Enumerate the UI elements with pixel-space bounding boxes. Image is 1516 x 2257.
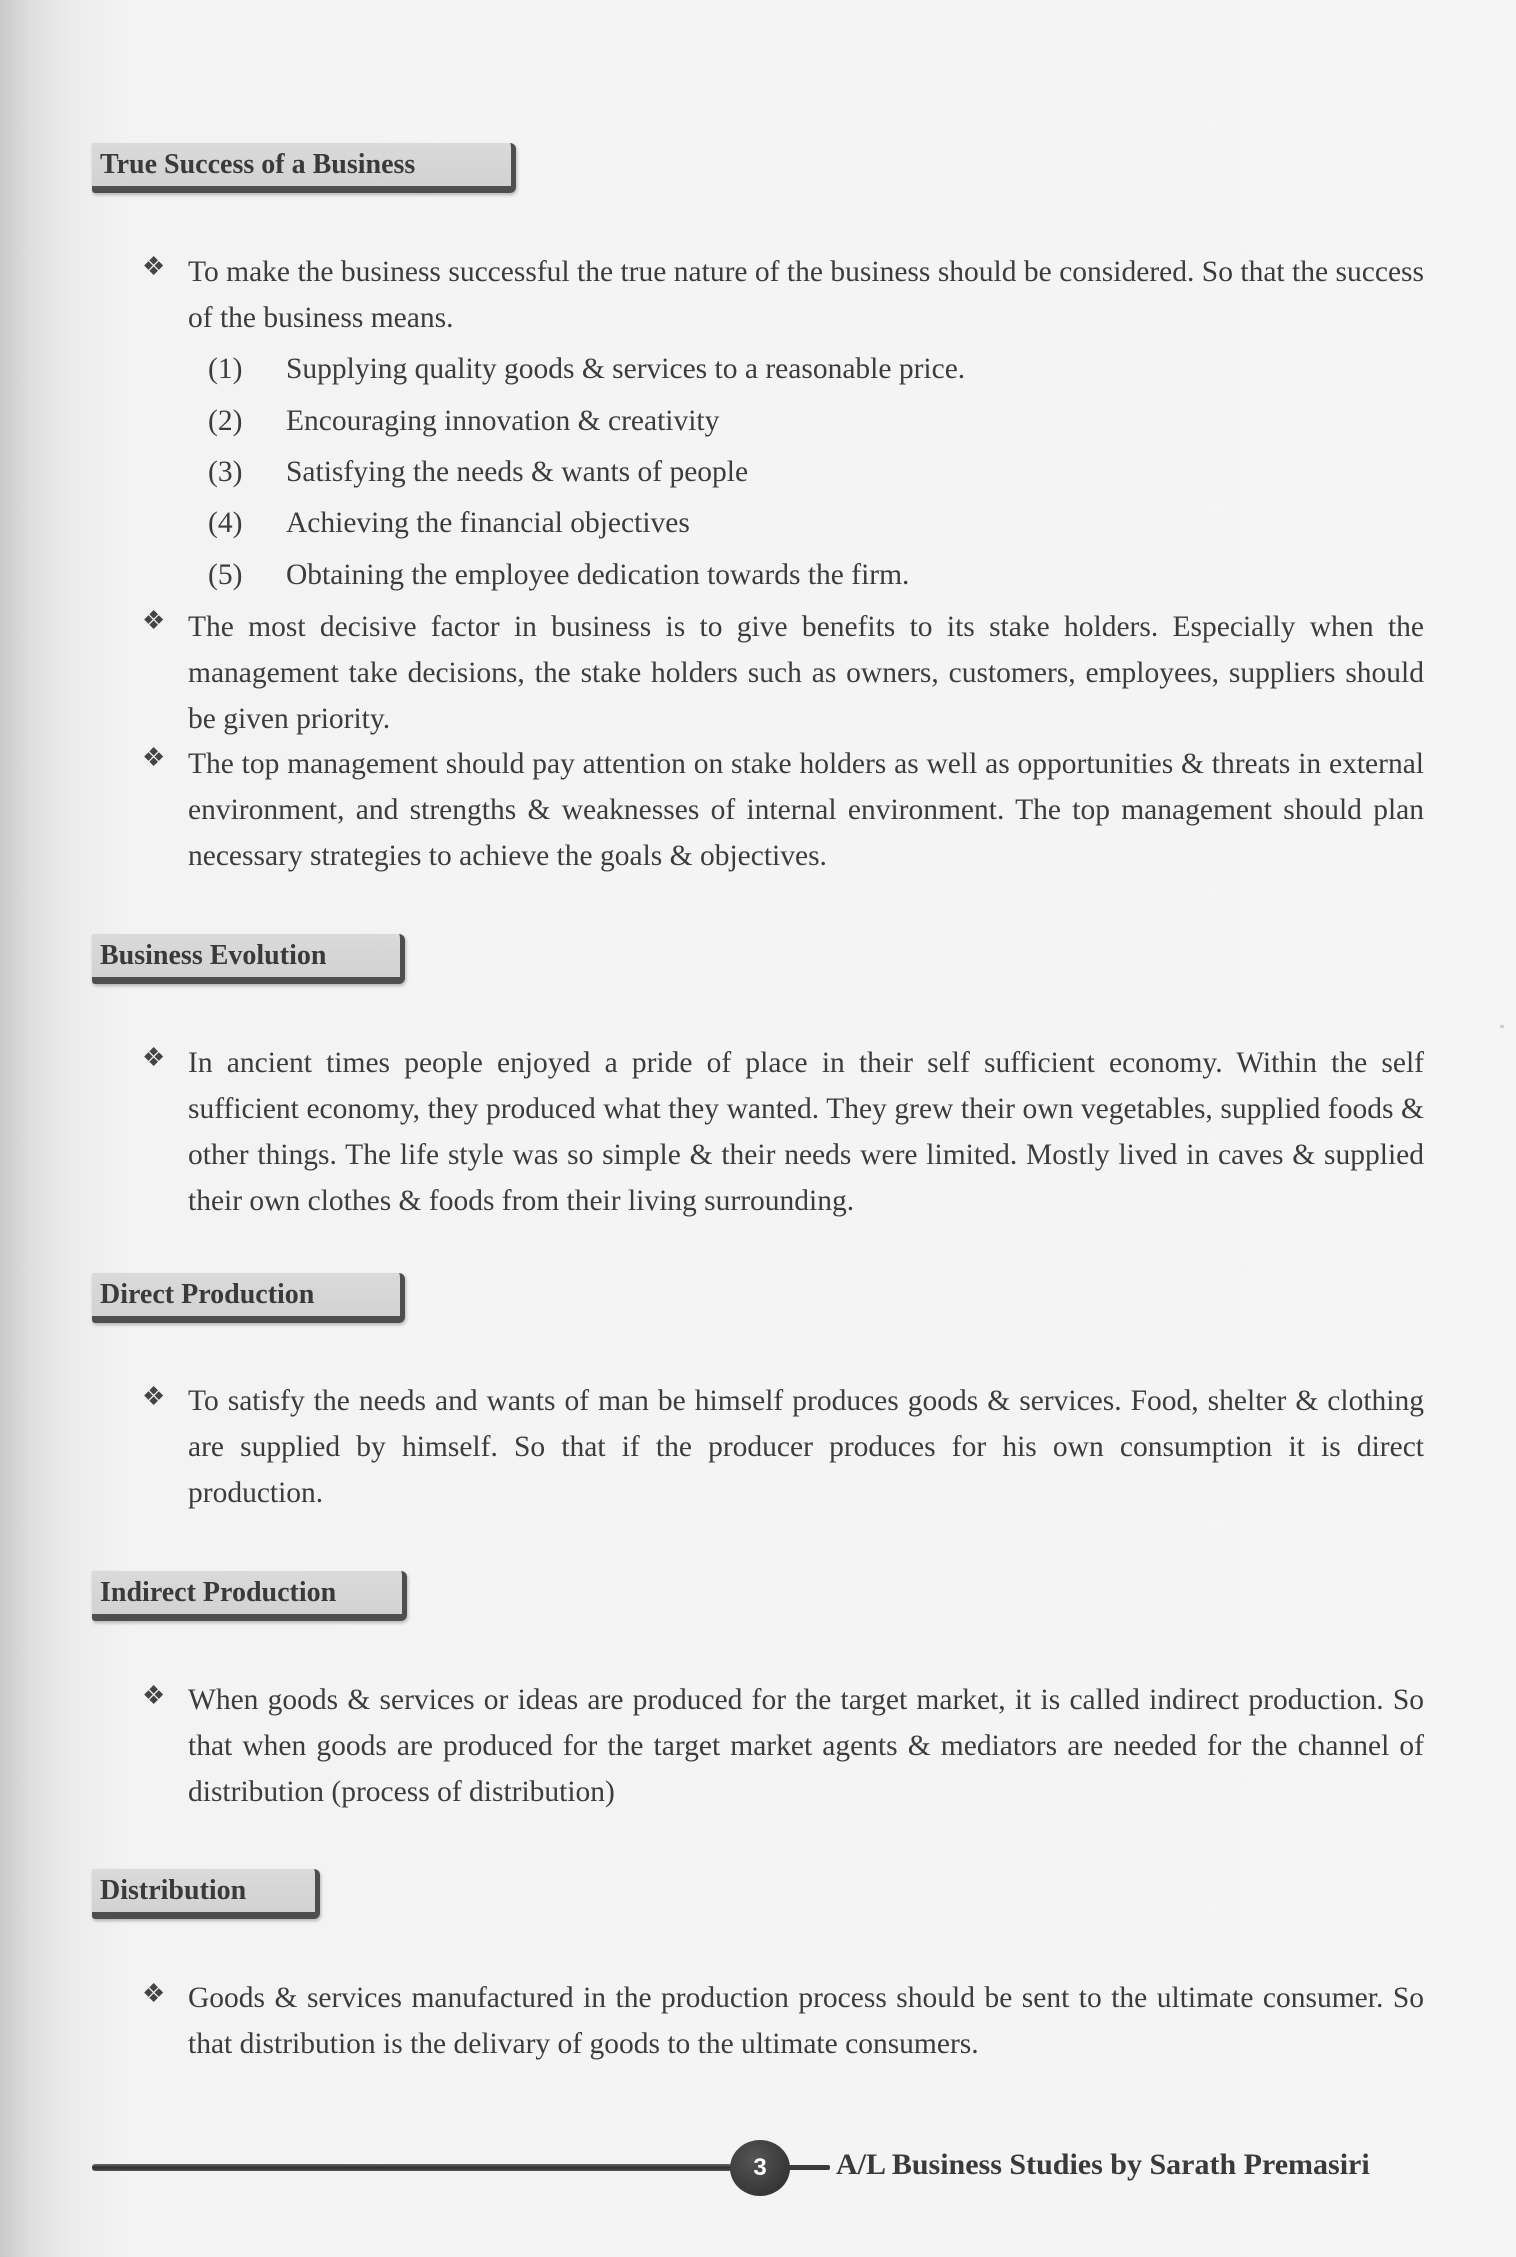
item-text: Obtaining the employee dedication towards the firm. bbox=[286, 559, 910, 591]
scan-mark bbox=[1500, 1025, 1504, 1028]
bullet-icon: ❖ bbox=[142, 1043, 166, 1072]
section-heading-business-evolution bbox=[92, 934, 405, 984]
section-heading-direct-production bbox=[92, 1273, 405, 1323]
item-text: Supplying quality goods & services to a reasonable price. bbox=[286, 353, 966, 385]
item-text: Encouraging innovation & creativity bbox=[286, 405, 720, 437]
footer-rule-short bbox=[786, 2165, 830, 2170]
item-text: Achieving the financial objectives bbox=[286, 507, 690, 539]
bullet-icon: ❖ bbox=[142, 743, 166, 772]
paragraph: The top management should pay attention on stake holders as well as opportunities & threats in external environment, and strengths & weaknesses of internal environment. The top management should plan necessary strategies to achieve the goals & objectives. bbox=[188, 748, 1424, 872]
paragraph: In ancient times people enjoyed a pride of place in their self sufficient economy. Within the self sufficient economy, they produced what they wanted. They grew their own vegetables, supplied foods & other things. The life style was so simple & their needs were limited. Mostly lived in caves & supplied their own clothes & foods from their living surrounding. bbox=[188, 1047, 1424, 1217]
heading-text: True Success of a Business bbox=[100, 148, 416, 180]
item-text: Satisfying the needs & wants of people bbox=[286, 456, 749, 488]
bullet-icon: ❖ bbox=[142, 1681, 166, 1710]
list-item bbox=[208, 500, 690, 546]
item-number: (2) bbox=[208, 405, 243, 437]
item-number: (4) bbox=[208, 507, 243, 539]
heading-text: Business Evolution bbox=[100, 939, 327, 971]
item-number: (3) bbox=[208, 456, 243, 488]
item-number: (5) bbox=[208, 559, 243, 591]
footer-title: A/L Business Studies by Sarath Premasiri bbox=[836, 2148, 1370, 2181]
list-item bbox=[208, 398, 719, 444]
paragraph: When goods & services or ideas are produced for the target market, it is called indirect production. So that when goods are produced for the target market agents & mediators are needed for the channel of distribution (process of distribution) bbox=[188, 1684, 1424, 1808]
heading-text: Distribution bbox=[100, 1874, 247, 1906]
paragraph: The most decisive factor in business is to give benefits to its stake holders. Especially when the management take decisions, the stake holders such as owners, customers, employees, suppliers should be given priority. bbox=[188, 611, 1424, 735]
footer-rule bbox=[92, 2164, 732, 2171]
paragraph: To make the business successful the true nature of the business should be considered. So that the success of the business means. bbox=[188, 256, 1424, 334]
bullet-icon: ❖ bbox=[142, 1382, 166, 1411]
bullet-icon: ❖ bbox=[142, 606, 166, 635]
bullet-icon: ❖ bbox=[142, 1979, 166, 2008]
paragraph: Goods & services manufactured in the production process should be sent to the ultimate consumer. So that distribution is the delivary of goods to the ultimate consumers. bbox=[188, 1982, 1424, 2060]
section-heading-distribution bbox=[92, 1869, 320, 1919]
section-heading-indirect-production bbox=[92, 1571, 407, 1621]
list-item bbox=[208, 449, 748, 495]
item-number: (1) bbox=[208, 353, 243, 385]
bullet-icon: ❖ bbox=[142, 252, 166, 281]
list-item bbox=[208, 346, 965, 392]
paragraph: To satisfy the needs and wants of man be himself produces goods & services. Food, shelter & clothing are supplied by himself. So that if the producer produces for his own consumption it is direct production. bbox=[188, 1385, 1424, 1509]
heading-text: Indirect Production bbox=[100, 1576, 337, 1608]
list-item bbox=[208, 552, 909, 598]
section-heading-true-success bbox=[92, 143, 516, 193]
page-number-badge: 3 bbox=[730, 2140, 790, 2196]
heading-text: Direct Production bbox=[100, 1278, 315, 1310]
